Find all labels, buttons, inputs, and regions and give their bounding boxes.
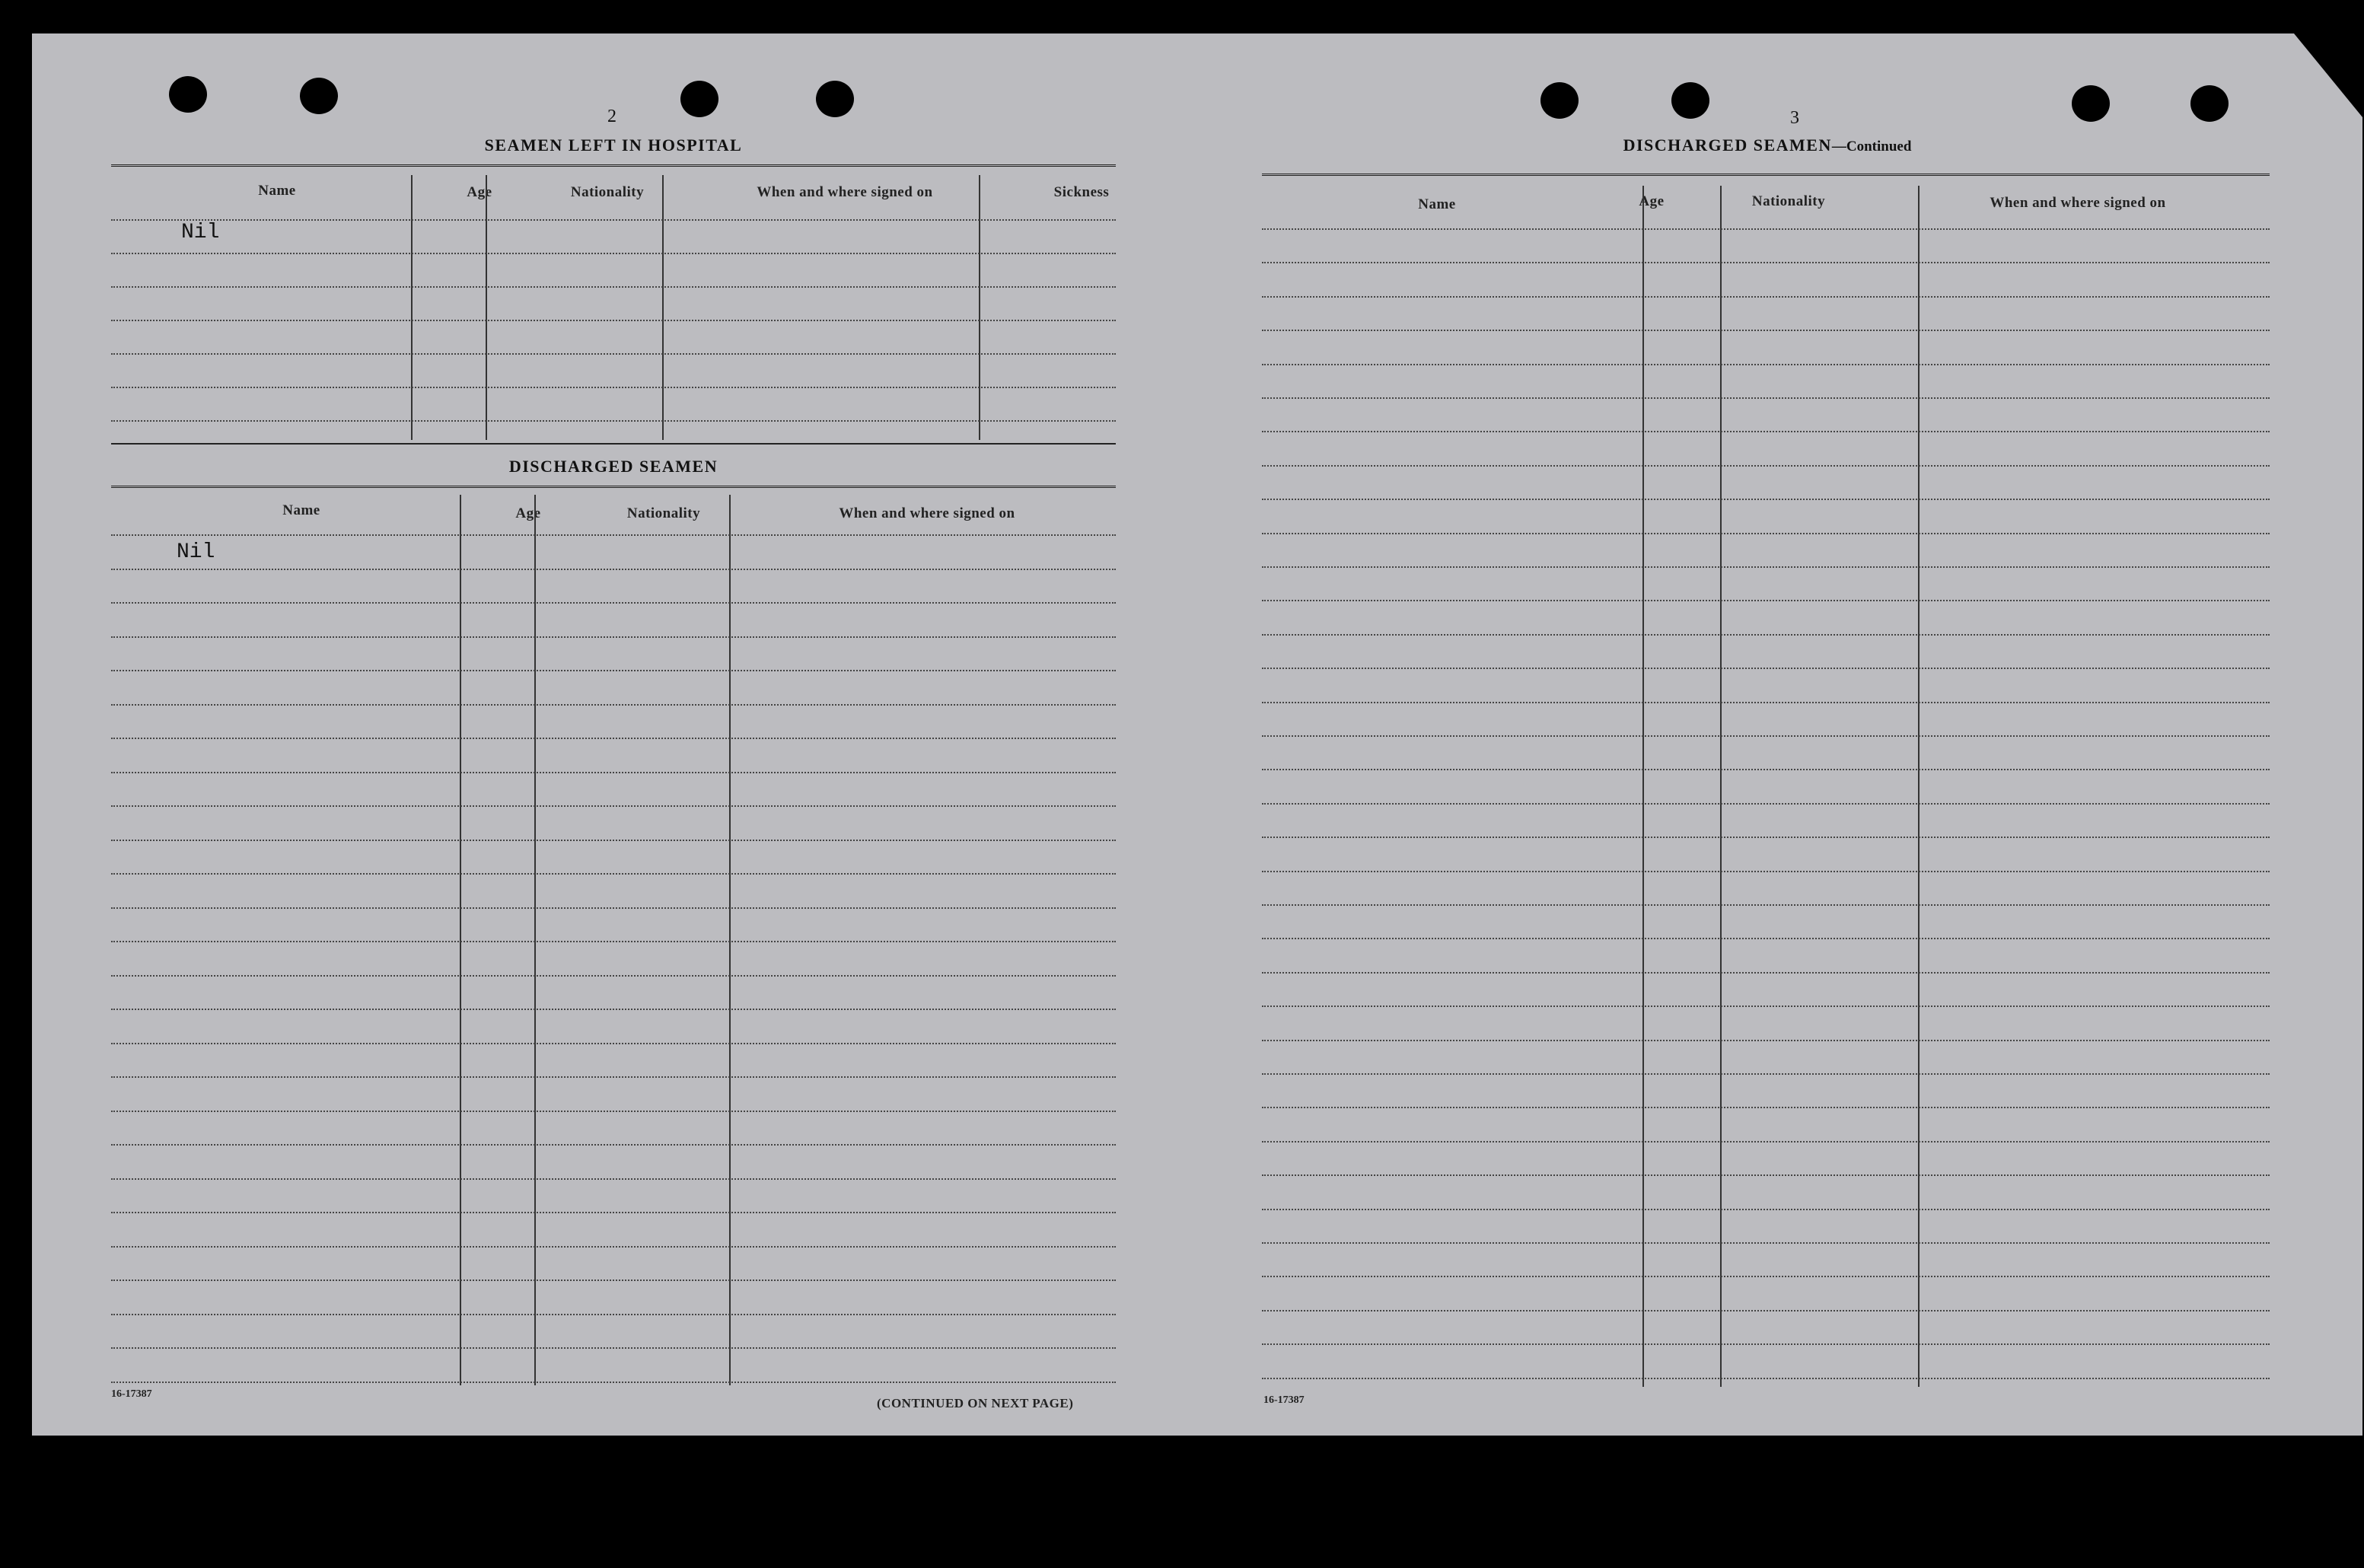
row-line <box>1262 228 2270 230</box>
row-line <box>1262 668 2270 669</box>
column-divider <box>1720 186 1722 1387</box>
discharged-entry: Nil <box>177 540 215 564</box>
row-line <box>1262 1107 2270 1108</box>
row-line <box>1262 296 2270 298</box>
row-line <box>111 907 1116 909</box>
column-divider <box>411 175 413 440</box>
continued-note: (CONTINUED ON NEXT PAGE) <box>877 1396 1074 1410</box>
row-line <box>1262 1174 2270 1176</box>
row-line <box>111 1144 1116 1146</box>
row-line <box>111 219 1116 221</box>
row-line <box>111 353 1116 355</box>
right-page <box>1219 33 2362 1436</box>
column-divider <box>729 495 731 1385</box>
row-line <box>111 602 1116 604</box>
row-line <box>1262 566 2270 568</box>
row-line <box>111 286 1116 288</box>
section-rule <box>111 443 1116 445</box>
row-line <box>1262 1276 2270 1277</box>
title-main: DISCHARGED SEAMEN <box>1623 135 1832 155</box>
discharged-section-title: DISCHARGED SEAMEN <box>508 457 718 476</box>
title-rule <box>111 164 1116 169</box>
row-line <box>1262 533 2270 534</box>
column-divider <box>534 495 536 1385</box>
row-line <box>111 941 1116 942</box>
row-line <box>1262 499 2270 500</box>
row-line <box>111 1009 1116 1010</box>
row-line <box>111 320 1116 321</box>
row-line <box>1262 1005 2270 1007</box>
row-line <box>111 253 1116 254</box>
column-header-when-where: When and where signed on <box>757 184 933 200</box>
form-number: 16-17387 <box>1263 1394 1305 1406</box>
column-header-age: Age <box>1639 193 1665 209</box>
discharged-continued-title <box>1478 135 2057 155</box>
title-suffix: —Continued <box>1831 139 1912 155</box>
row-line <box>1262 600 2270 601</box>
row-line <box>111 1178 1116 1180</box>
row-line <box>1262 1310 2270 1311</box>
row-line <box>111 704 1116 706</box>
form-number: 16-17387 <box>111 1388 152 1400</box>
row-line <box>111 387 1116 388</box>
row-line <box>111 840 1116 841</box>
column-divider <box>460 495 461 1385</box>
row-line <box>1262 262 2270 263</box>
column-header-nationality: Nationality <box>1751 193 1826 209</box>
row-line <box>1262 871 2270 872</box>
row-line <box>1262 1343 2270 1345</box>
column-divider <box>486 175 487 440</box>
row-line <box>1262 702 2270 703</box>
row-line <box>111 772 1116 773</box>
row-line <box>1262 330 2270 331</box>
page-number: 2 <box>607 107 616 126</box>
hospital-entry: Nil <box>181 221 220 244</box>
row-line <box>1262 904 2270 906</box>
title-rule <box>1262 174 2270 178</box>
column-header-name: Name <box>282 502 320 518</box>
hospital-section-title: SEAMEN LEFT IN HOSPITAL <box>484 135 743 155</box>
row-line <box>1262 735 2270 737</box>
left-page <box>32 33 1189 1436</box>
row-line <box>111 1076 1116 1078</box>
column-header-age: Age <box>467 184 492 200</box>
row-line <box>111 420 1116 422</box>
row-line <box>111 670 1116 671</box>
column-divider <box>1918 186 1920 1387</box>
column-divider <box>979 175 980 440</box>
row-line <box>111 569 1116 570</box>
column-header-when-where: When and where signed on <box>839 505 1015 521</box>
ledger-sheet <box>32 33 2362 1436</box>
row-line <box>111 1246 1116 1248</box>
row-line <box>1262 634 2270 636</box>
row-line <box>111 1280 1116 1281</box>
row-line <box>111 873 1116 875</box>
title-rule <box>111 486 1116 490</box>
row-line <box>1262 972 2270 974</box>
row-line <box>111 975 1116 977</box>
row-line <box>111 1111 1116 1112</box>
row-line <box>1262 1209 2270 1210</box>
row-line <box>111 534 1116 536</box>
row-line <box>111 636 1116 638</box>
row-line <box>1262 1073 2270 1075</box>
row-line <box>1262 938 2270 939</box>
row-line <box>1262 1242 2270 1244</box>
column-header-nationality: Nationality <box>570 184 645 200</box>
column-header-age: Age <box>515 505 541 521</box>
row-line <box>1262 1141 2270 1143</box>
row-line <box>1262 1040 2270 1041</box>
column-header-name: Name <box>258 183 296 199</box>
page-number: 3 <box>1790 108 1799 128</box>
column-header-when-where: When and where signed on <box>1990 195 2166 211</box>
row-line <box>1262 397 2270 399</box>
row-line <box>111 1314 1116 1315</box>
row-line <box>1262 364 2270 365</box>
row-line <box>111 1347 1116 1349</box>
column-divider <box>662 175 664 440</box>
column-divider <box>1642 186 1644 1387</box>
row-line <box>1262 465 2270 467</box>
row-line <box>111 805 1116 807</box>
column-header-sickness: Sickness <box>1053 184 1110 200</box>
row-line <box>1262 803 2270 805</box>
column-header-nationality: Nationality <box>626 505 701 521</box>
row-line <box>111 738 1116 739</box>
row-line <box>111 1043 1116 1044</box>
row-line <box>111 1382 1116 1383</box>
row-line <box>111 1212 1116 1213</box>
row-line <box>1262 837 2270 838</box>
row-line <box>1262 431 2270 432</box>
row-line <box>1262 769 2270 770</box>
row-line <box>1262 1378 2270 1379</box>
column-header-name: Name <box>1418 196 1456 212</box>
